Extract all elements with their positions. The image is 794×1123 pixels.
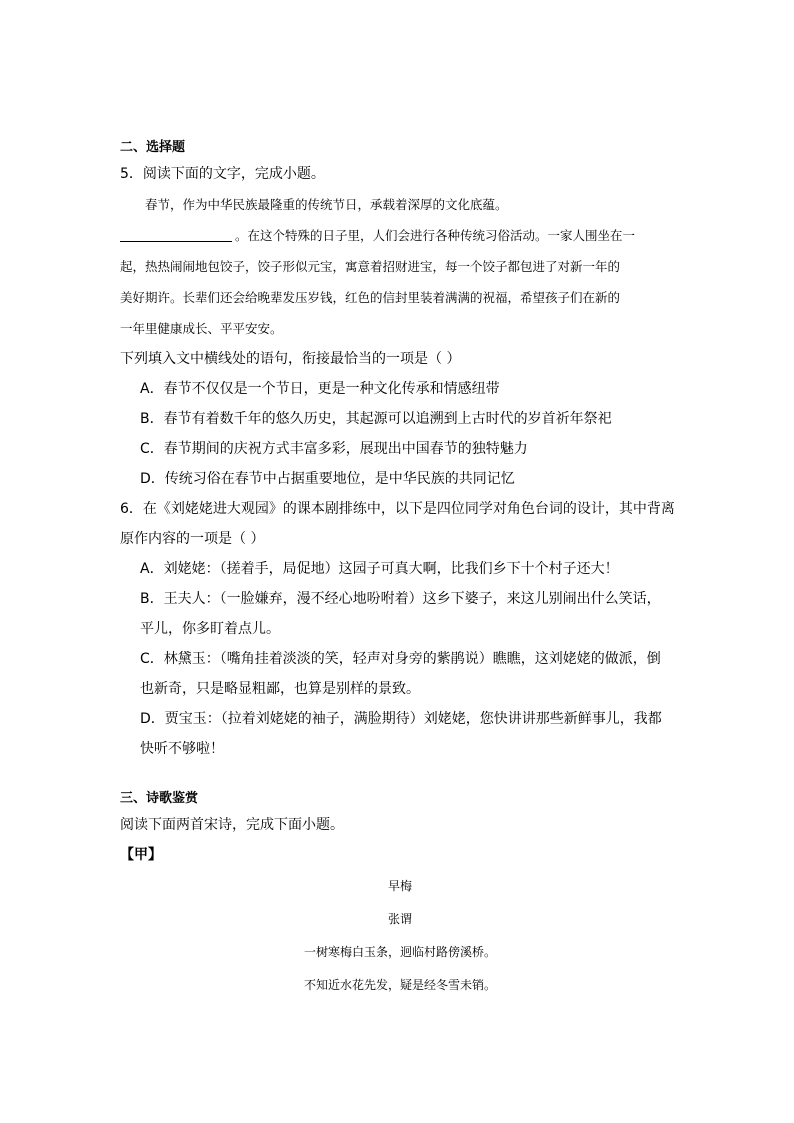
option-c: C．林黛玉：（嘴角挂着淡淡的笑，轻声对身旁的紫鹃说）瞧瞧，这刘姥姥的做派，倒 bbox=[140, 651, 661, 667]
question-6-stem: 6．在《刘姥姥进大观园》的课本剧排练中，以下是四位同学对角色台词的设计，其中背离 bbox=[120, 501, 675, 517]
poem-line: 不知近水花先发，疑是经冬雪未销。 bbox=[303, 978, 496, 992]
passage-line-with-blank bbox=[120, 220, 680, 251]
poem-label: 【甲】 bbox=[120, 847, 162, 863]
passage-line: 起，热热闹闹地包饺子，饺子形似元宝，寓意着招财进宝，每一个饺子都包进了对新一年的 bbox=[120, 259, 621, 274]
passage bbox=[120, 189, 680, 344]
option-a: A．刘姥姥：（搓着手，局促地）这园子可真大啊，比我们乡下十个村子还大！ bbox=[140, 561, 619, 577]
section-heading: 三、诗歌鉴赏 bbox=[120, 791, 199, 806]
question-5-prompt: 下列填入文中横线处的语句，衔接最恰当的一项是（ ） bbox=[120, 351, 461, 367]
poem-line: 一树寒梅白玉条，迥临村路傍溪桥。 bbox=[303, 945, 496, 959]
passage-line-text: 。在这个特殊的日子里，人们会进行各种传统习俗活动。一家人围坐在一 bbox=[235, 228, 636, 243]
option-c: C．春节期间的庆祝方式丰富多彩，展现出中国春节的独特魅力 bbox=[140, 441, 528, 457]
question-6-stem-cont: 原作内容的一项是（ ） bbox=[120, 531, 265, 547]
option-c-cont: 也新奇，只是略显粗鄙，也算是别样的景致。 bbox=[140, 681, 420, 697]
option-d: D．贾宝玉：（拉着刘姥姥的袖子，满脸期待）刘姥姥，您快讲讲那些新鲜事儿，我都 bbox=[140, 711, 662, 727]
option-b-cont: 平儿，你多盯着点儿。 bbox=[140, 621, 280, 637]
passage-line: 一年里健康成长、平平安安。 bbox=[120, 321, 283, 336]
option-d: D．传统习俗在春节中占据重要地位，是中华民族的共同记忆 bbox=[140, 471, 515, 487]
option-d-cont: 快听不够啦！ bbox=[140, 741, 224, 757]
section-heading: 二、选择题 bbox=[120, 140, 186, 155]
poem bbox=[120, 870, 680, 1002]
poetry-intro: 阅读下面两首宋诗，完成下面小题。 bbox=[120, 817, 344, 833]
passage-line: 春节，作为中华民族最隆重的传统节日，承载着深厚的文化底蕴。 bbox=[145, 197, 508, 212]
passage-line: 美好期许。长辈们还会给晚辈发压岁钱，红色的信封里装着满满的祝福，希望孩子们在新的 bbox=[120, 290, 621, 305]
fill-in-blank bbox=[120, 227, 232, 242]
option-b: B．王夫人：（一脸嫌弃，漫不经心地吩咐着）这乡下婆子，来这儿别闹出什么笑话， bbox=[140, 591, 661, 607]
option-a: A．春节不仅仅是一个节日，更是一种文化传承和情感纽带 bbox=[140, 381, 500, 397]
option-b: B．春节有着数千年的悠久历史，其起源可以追溯到上古时代的岁首祈年祭祀 bbox=[140, 411, 612, 427]
question-5-stem: 5．阅读下面的文字，完成小题。 bbox=[120, 166, 325, 182]
document-content bbox=[120, 137, 680, 1002]
poem-author: 张谓 bbox=[387, 912, 412, 926]
spacer bbox=[120, 764, 680, 788]
poem-title: 早梅 bbox=[387, 879, 412, 893]
